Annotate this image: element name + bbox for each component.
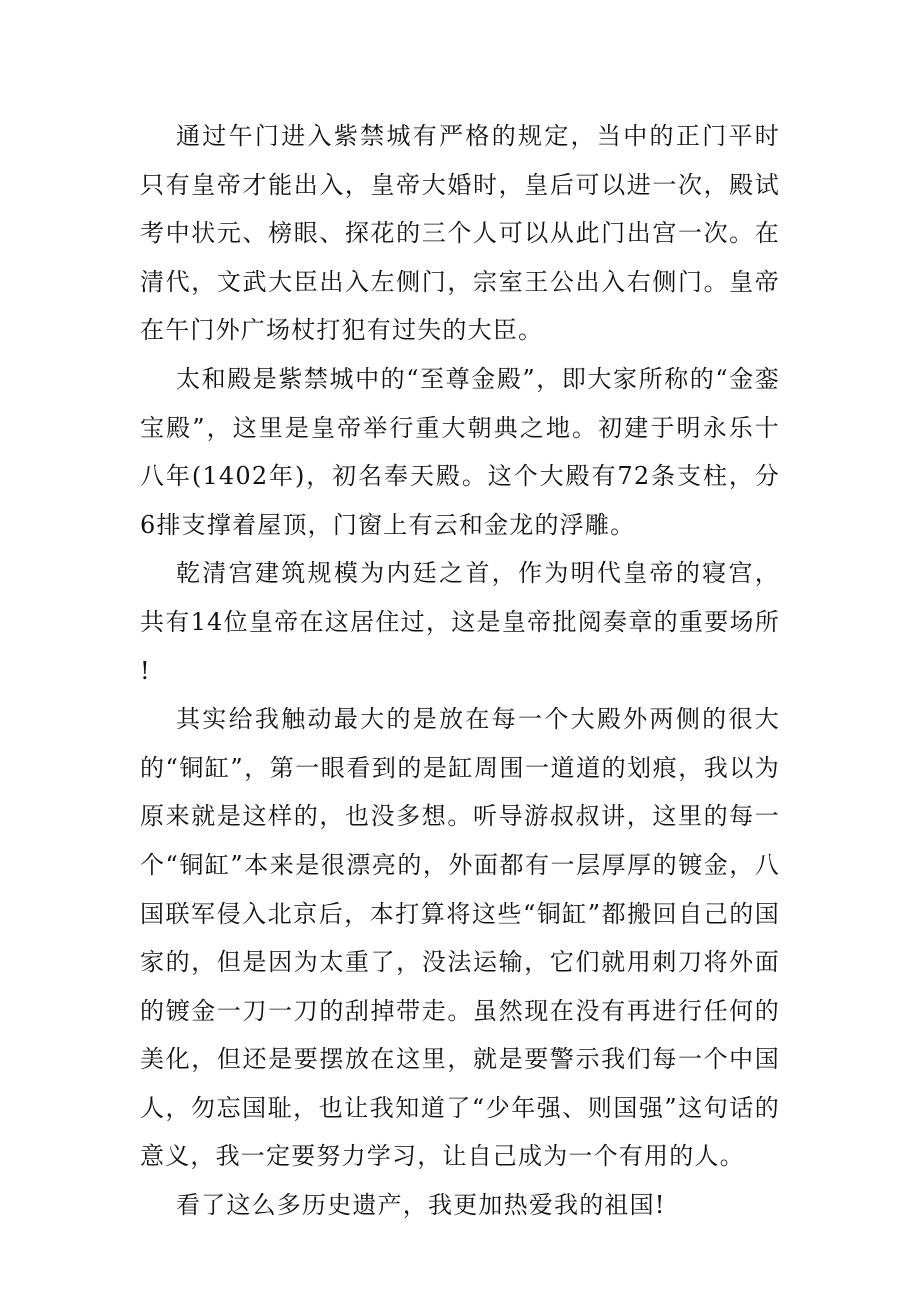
paragraph-wumen: 通过午门进入紫禁城有严格的规定，当中的正门平时只有皇帝才能出入，皇帝大婚时，皇后可以进一次，殿试考中状元、榜眼、探花的三个人可以从此门出宫一次。在清代，文武大臣出入左侧门，宗室王公出入右侧门。皇帝在午门外广场杖打犯有过失的大臣。 (140, 122, 780, 345)
paragraph-conclusion: 看了这么多历史遗产，我更加热爱我的祖国! (176, 1191, 666, 1220)
paragraph-qianqinggong: 乾清宫建筑规模为内廷之首，作为明代皇帝的寝宫，共有14位皇帝在这居住过，这是皇帝批阅奏章的重要场所! (140, 559, 780, 685)
document-body (140, 112, 780, 1230)
paragraph-tonggang: 其实给我触动最大的是放在每一个大殿外两侧的很大的“铜缸”，第一眼看到的是缸周围一道道的划痕，我以为原来就是这样的，也没多想。听导游叔叔讲，这里的每一个“铜缸”本来是很漂亮的，外面都有一层厚厚的镀金，八国联军侵入北京后，本打算将这些“铜缸”都搬回自己的国家的，但是因为太重了，没法运输，它们就用刺刀将外面的镀金一刀一刀的刮掉带走。虽然现在没有再进行任何的美化，但还是要摆放在这里，就是要警示我们每一个中国人，勿忘国耻，也让我知道了“少年强、则国强”这句话的意义，我一定要努力学习，让自己成为一个有用的人。 (140, 705, 780, 1171)
paragraph-taihedian: 太和殿是紫禁城中的“至尊金殿”，即大家所称的“金銮宝殿”，这里是皇帝举行重大朝典之地。初建于明永乐十八年(1402年)，初名奉天殿。这个大殿有72条支柱，分6排支撑着屋顶，门窗上有云和金龙的浮雕。 (140, 364, 780, 539)
